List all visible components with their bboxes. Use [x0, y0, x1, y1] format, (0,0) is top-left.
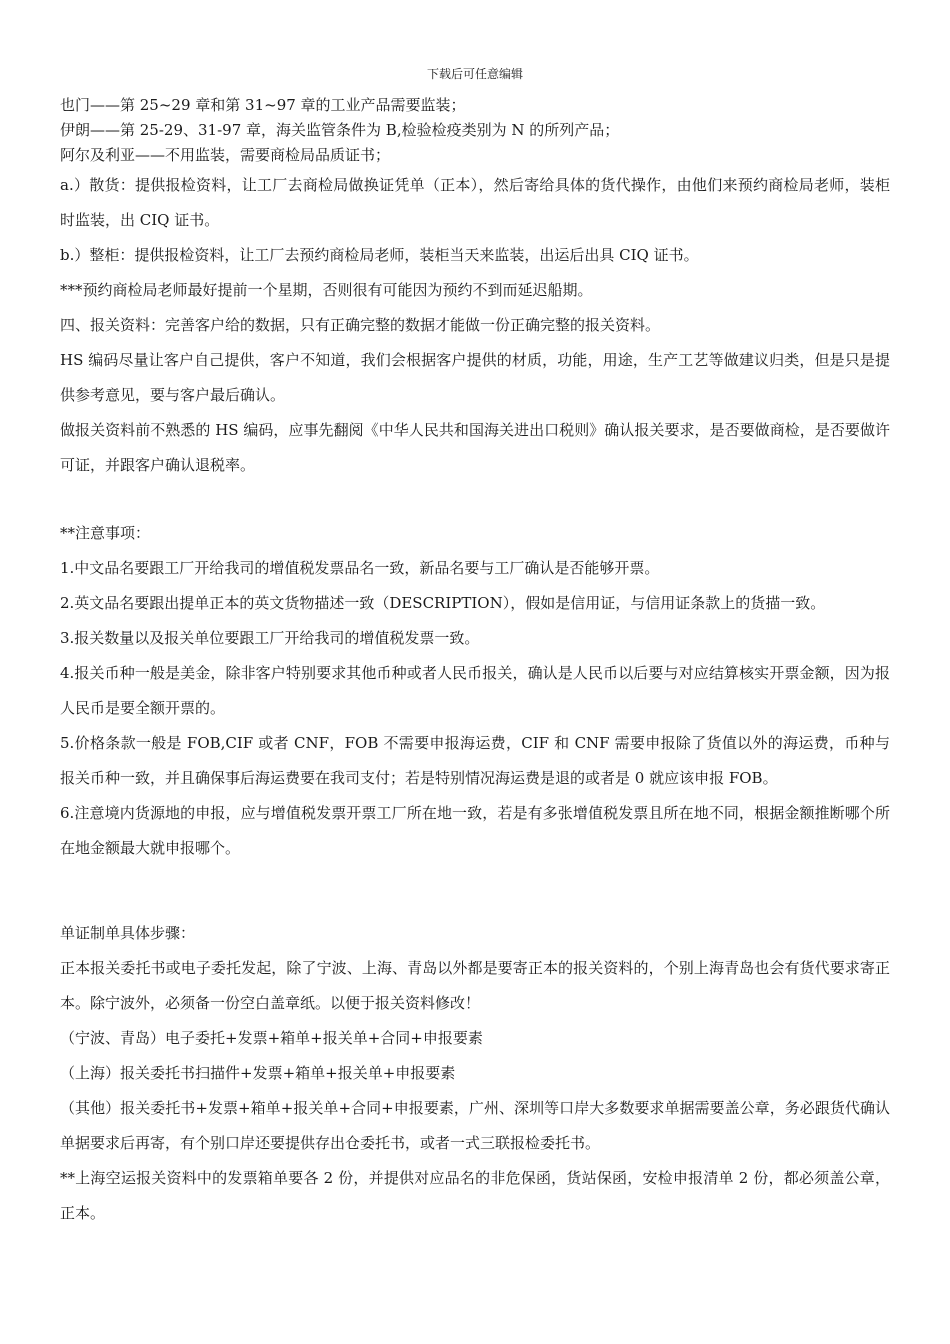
notes-title: **注意事项： [60, 524, 151, 542]
list-item: **上海空运报关资料中的发票箱单要各 2 份，并提供对应品名的非危保函，货站保函，安检申报清单 2 份，都必须盖公章，正本。 [60, 1169, 890, 1222]
paragraph: 四、报关资料：完善客户给的数据，只有正确完整的数据才能做一份正确完整的报关资料。 [60, 316, 661, 334]
list-item: 正本报关委托书或电子委托发起，除了宁波、上海、青岛以外都是要寄正本的报关资料的，个别上海青岛也会有货代要求寄正本。除宁波外，必须备一份空白盖章纸。以便于报关资料修改！ [60, 959, 890, 1012]
paragraph: a.）散货：提供报检资料，让工厂去商检局做换证凭单（正本），然后寄给具体的货代操作，由他们来预约商检局老师，装柜时监装，出 CIQ 证书。 [60, 176, 890, 229]
paragraph: 也门——第 25~29 章和第 31~97 章的工业产品需要监装； [60, 96, 466, 114]
list-item: 4.报关币种一般是美金，除非客户特别要求其他币种或者人民币报关，确认是人民币以后要与对应结算核实开票金额，因为报人民币是要全额开票的。 [60, 664, 890, 717]
paragraph: 阿尔及利亚——不用监装，需要商检局品质证书； [60, 146, 391, 164]
spacer [60, 866, 890, 916]
paragraph: b.）整柜：提供报检资料，让工厂去预约商检局老师，装柜当天来监装，出运后出具 CIQ 证书。 [60, 246, 699, 264]
list-item: 2.英文品名要跟出提单正本的英文货物描述一致（DESCRIPTION），假如是信用证，与信用证条款上的货描一致。 [60, 594, 826, 612]
list-item: 3.报关数量以及报关单位要跟工厂开给我司的增值税发票一致。 [60, 629, 480, 647]
paragraph: HS 编码尽量让客户自己提供，客户不知道，我们会根据客户提供的材质，功能，用途，生产工艺等做建议归类，但是只是提供参考意见，要与客户最后确认。 [60, 351, 890, 404]
list-item: 1.中文品名要跟工厂开给我司的增值税发票品名一致，新品名要与工厂确认是否能够开票。 [60, 559, 660, 577]
list-item: 5.价格条款一般是 FOB,CIF 或者 CNF，FOB 不需要申报海运费，CIF 和 CNF 需要申报除了货值以外的海运费，币种与报关币种一致，并且确保事后海运费要在我司支付；若是特别情况海运费是退的或者是 0 就应该申报 FOB。 [60, 734, 890, 787]
paragraph: ***预约商检局老师最好提前一个星期，否则很有可能因为预约不到而延迟船期。 [60, 281, 593, 299]
paragraph: 做报关资料前不熟悉的 HS 编码，应事先翻阅《中华人民共和国海关进出口税则》确认报关要求，是否要做商检，是否要做许可证，并跟客户确认退税率。 [60, 421, 890, 474]
list-item: （宁波、青岛）电子委托+发票+箱单+报关单+合同+申报要素 [60, 1029, 483, 1047]
document-body [60, 93, 890, 1231]
page-header: 下载后可任意编辑 [426, 67, 523, 81]
list-item: （上海）报关委托书扫描件+发票+箱单+报关单+申报要素 [60, 1064, 456, 1082]
list-item: （其他）报关委托书+发票+箱单+报关单+合同+申报要素，广州、深圳等口岸大多数要求单据需要盖公章，务必跟货代确认单据要求后再寄，有个别口岸还要提供存出仓委托书，或者一式三联报检委托书。 [60, 1099, 890, 1152]
list-item: 6.注意境内货源地的申报，应与增值税发票开票工厂所在地一致，若是有多张增值税发票且所在地不同，根据金额推断哪个所在地金额最大就申报哪个。 [60, 804, 890, 857]
spacer [60, 483, 890, 516]
paragraph: 伊朗——第 25-29、31-97 章，海关监管条件为 B,检验检疫类别为 N 的所列产品； [60, 121, 620, 139]
steps-title: 单证制单具体步骤： [60, 924, 196, 942]
